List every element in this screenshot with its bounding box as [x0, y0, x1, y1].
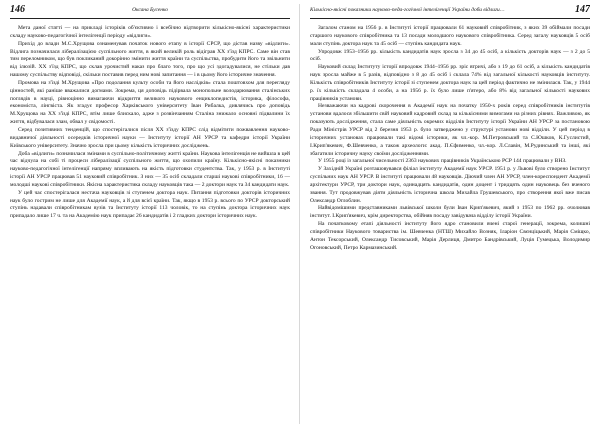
- right-paragraph-3: Науковий склад Інституту історії впродовж 1944–1956 рр. зріс втричі, або з 19 до 61 осіб, а кількість кандидатів наук зросла майже в 5 разів, відповідно з 8 до 45 осіб і склала 74% від загальної кількості науковців інституту. Кількість співробітників Інституту історії зі ступенем доктора наук за цей період фактично не змінилася. Так, у 1944 р. їх кількість складала 4 особи, а на 1956 р. їх було лише п'ятеро, або 8% від загальної кількості наукових працівників установи.: [310, 64, 590, 102]
- right-running-title: Кількісно-якісні показники науково-педа-гогічної інтелігенції України доби відлиги…: [310, 7, 505, 13]
- right-paragraph-8: На початковому етапі діяльності інституту його ядро становили вчені старої генерації, зокрема, колишні співробітники Наукового товариства ім. Шевченка (НТШ) Михайло Возняк, Іларіон Свєнціцький, Марія Сміщко, Антон Тексорський, Олександр Тисовський, Марія Дерлиця, Дмитро Бандрівський, Луція Гумецька, Володимир Огоновський, Петро Кармазинський.: [310, 221, 590, 251]
- right-paragraph-1: Загалом станом на 1956 р. в Інституті історії працювали 61 науковий співробітник, з яких 39 обіймали посади старшого наукового співробітника та 13 посади молодшого наукового співробітника. Серед загалу науковців 5 осіб мали ступінь доктора наук та 45 осіб — ступінь кандидата наук.: [310, 25, 590, 47]
- right-paragraph-5: У 1955 році із загальної чисельності 2363 наукових працівників Українською РСР 144 працювали у ВНЗ.: [318, 158, 567, 165]
- right-paragraph-7: Найвідомішими представниками львівської школи були Іван Крип'якевич, який з 1953 по 1962 рр. очолював інститут. І.Крип'якевич, крім директорства, обійняв посаду завідувача відділу історії України.: [310, 205, 590, 220]
- right-paragraph-6: У Західній Україні розташовувався філіал інституту Академії наук УРСР. 1951 р. у Львові було створено Інститут суспільних наук АН УРСР. В інституті працювали 48 науковців. Діючий член АН УРСР, член-кореспондент Академії архітектури УРСР, три доктори наук, одинадцять кандидатів, один доцент і тридцять один науковець без вченого звання. Тут продовжував діяти діяльність історична школа Михайла Грушевського, про створення якої вже писав Олександр Оглоблин.: [310, 166, 590, 204]
- right-page-body: [310, 25, 590, 252]
- left-page-header: [10, 4, 290, 19]
- left-paragraph-5: Доба «відлиги» позначилася змінами в суспільно-політичному житті країни. Наукова інтелігенція не вийшла в цей час відчула на собі ті процеси лібералізації суспільного життя, що охопили країну. Кількісно-якісні показники науково-педагогічної інтелігенції напряму впливають на якість підготовки студентства. Так, у 1953 р. в Інституті історії АН УРСР працював 51 науковий співробітник. З них — 35 осіб складали старші наукові співробітники, 16 — молодші наукові співробітники. Якісна характеристика складу науковців така — 2 доктори наук та 34 кандидати наук.: [10, 150, 290, 188]
- left-paragraph-6: У цей час спостерігалася нестача науковців зі ступенем доктора наук. Питання підготовки докторів історичних наук було гострим не лише для Академії наук, а й для всієї країни. Так, якщо в 1953 р. всього по УРСР докторський ступінь надавали співробітникам вузів та Інституту історії 113 чоловік, то на ступінь доктора історичних наук припадало лише 17 ч. та на Академію наук припадає 26 кандидатів і 2 гладких доктори історичних наук.: [10, 189, 290, 220]
- right-paragraph-2: Упродовж 1953–1956 рр. кількість кандидатів наук зросла з 34 до 45 осіб, а кількість докторів наук — з 2 до 5 осіб.: [310, 48, 590, 63]
- left-paragraph-4: Серед позитивних тенденцій, що спостерігалися після ХХ з'їзду КПРС слід відмітити пожвавлення науково-видавничої діяльності осередків історичної науки — Інституту історії АН УРСР та кафедри історії України Київського університету. Значно зросла при цьому кількість історичних досліджень.: [10, 126, 290, 149]
- right-page: [310, 0, 590, 428]
- right-paragraph-4: Незважаючи на кадрові скорочення в Академії наук на початку 1950-х років серед співробітників інститутів установи вдалося збільшити свій науковий кадровий склад за кількісними вимогами на різних рівнях. Важливою, як показують дослідження, стала саме діяльність окремих відділів Інституту історії України АН УРСР за постановою Ради Міністрів УРСР від 2 березня 1953 р. було затверджено у структурі установи нові відділи. У цей період в історичних установах працювали такі відомі історики, як чл.-кор. М.Петровський та С.Юшков, К.Гуслистий, І.Крип'якевич, Ф.Шевченко, а також археологи: акад. П.Єфименко, чл.-кор. Л.Славін, М.Рудинський та інші, які збагатили історичну науку своїми дослідженнями.: [310, 103, 590, 157]
- left-paragraph-2: Прихід до влади М.С.Хрущова ознаменував початок нового етапу в історії СРСР, що дістав назву «відлиги». Відлига позначилася лібералізацією суспільного життя, в який великій роль відіграв ХХ з'їзд КПРС. Саме він став тим переломником, що був покликаний докорінно змінити життя країни та суспільства, пробудити його та звільнити від ілюзій. ХХ з'їзд КПРС, що склав урочистий наказ про благо того, про що усі здогадувалися, не стільки дав нашому суспільству відповіді, скільки поставив перед ним нові запитання — і в цьому його історичне значення.: [10, 40, 290, 79]
- left-page-number: 146: [10, 4, 25, 15]
- left-paragraph-1: Мета даної статті — на прикладі історіків об'єктивно і всебічно відтворити кількісно-якісні характеристики складу науково-педагогічної інтелігенції періоду «відлиги».: [10, 25, 290, 39]
- left-page: [10, 0, 290, 428]
- left-paragraph-3: Промова на з'їзді М.Хрущова «Про подолання культу особи та його наслідків» стала поштовхом для перегляду цінностей, які раніше вважалися догмами. Зокрема, ця доповідь підірвала монопольне володарювання сталінських поглядів в науці, рівноцінно вимагаючи відкриття великого наукового енциклопедистів, історика, філософа, економіста, лінгвіста. Як згадує професор Харківського університету Іван Рибалка, дивлячись про доповідь М.Хрущова на ХХ з'їзді КПРС, втім лише блискало, адже з розвінчанням Сталіна знижало основні підвалини їх життя, відбувалася злам, обвал у свідомості.: [10, 79, 290, 126]
- left-running-title: Оксана Бусенко: [132, 7, 168, 13]
- page-gutter: [299, 4, 300, 424]
- right-page-header: [310, 4, 590, 19]
- left-page-body: [10, 25, 290, 221]
- right-page-number: 147: [575, 4, 590, 15]
